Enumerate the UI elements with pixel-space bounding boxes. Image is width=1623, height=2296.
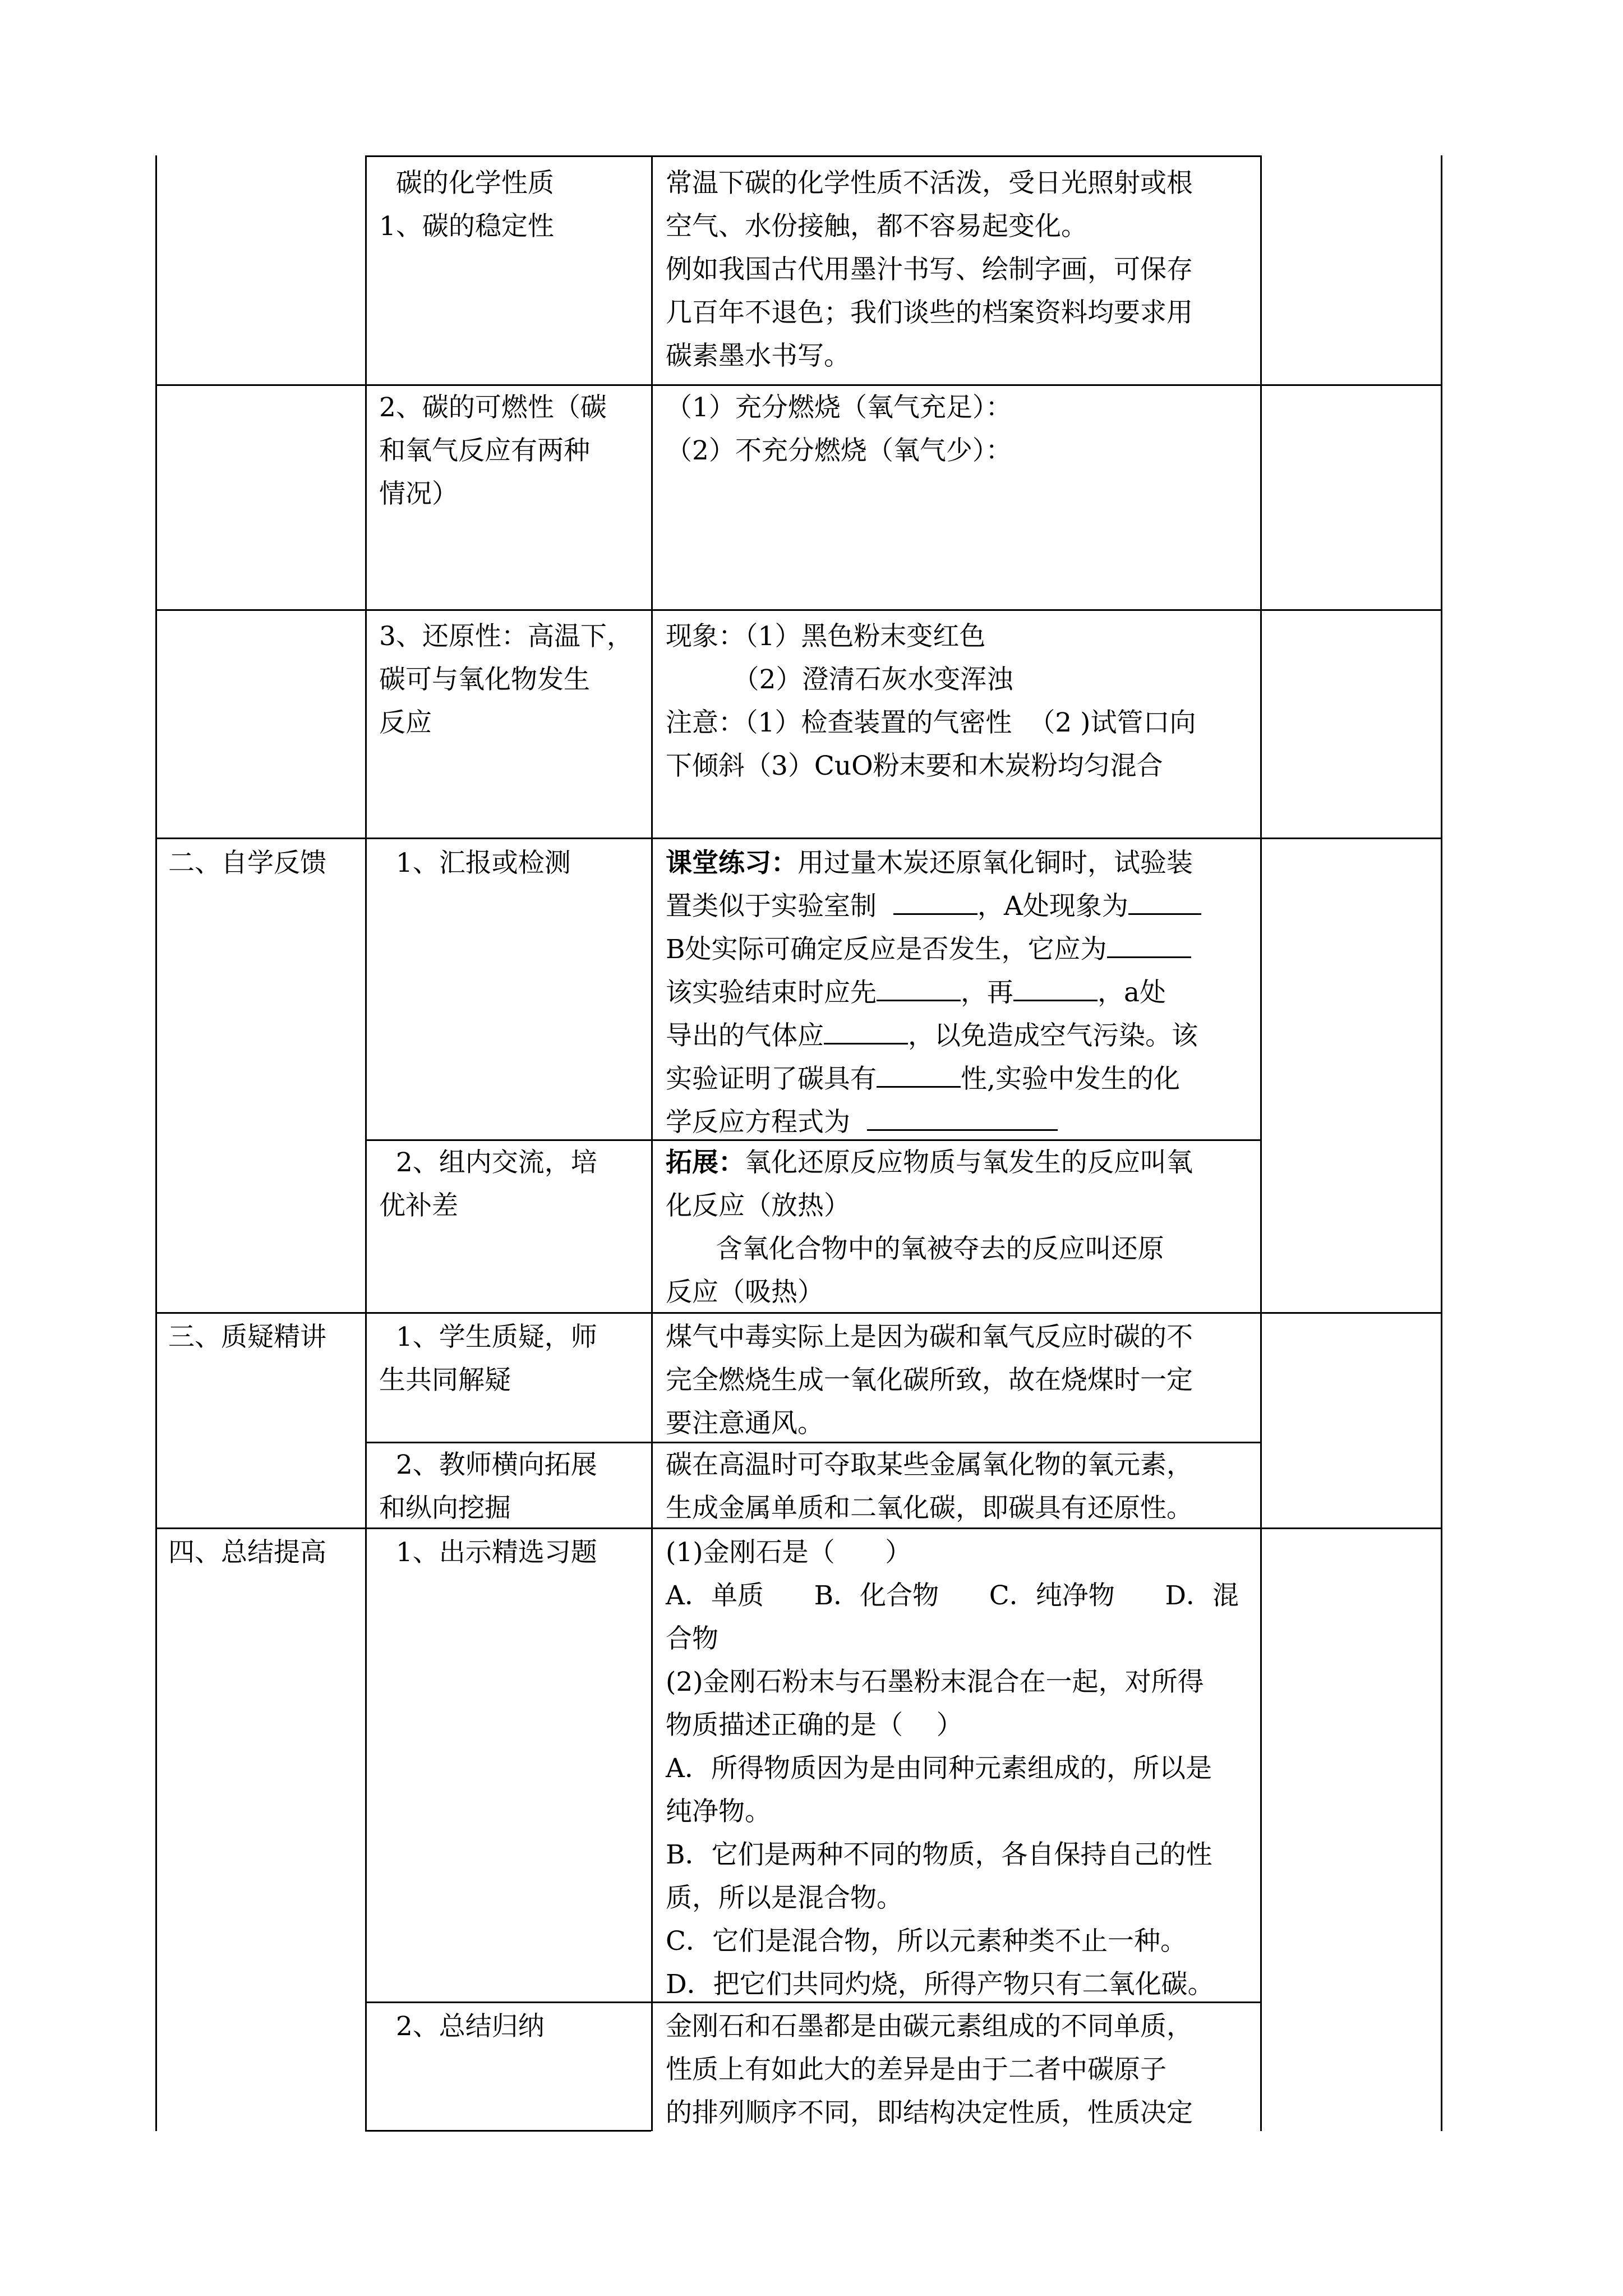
content-cell [666,162,1255,378]
cell-text-line: 碳可与氧化物发生 [379,664,590,695]
cell-text-line: 情况） [379,478,458,509]
question-line: 合物 [666,1623,718,1654]
section-title: 三、质疑精讲 [168,1322,326,1352]
step-cell [379,615,643,744]
question-line: (1)金刚石是（ ） [666,1537,912,1568]
question-line: A．单质 B．化合物 C．纯净物 D．混 [666,1580,1239,1611]
cell-text-line: 2、组内交流，培 [379,1147,597,1178]
cell-text-line: 生成金属单质和二氧化碳，即碳具有还原性。 [666,1493,1193,1524]
step-cell [379,841,637,885]
table-bottom-border [365,2130,651,2132]
cell-text-line: 和纵向挖掘 [379,1493,511,1524]
exercise-line: 置类似于实验室制 ，A处现象为 [666,885,1255,928]
content-cell [666,1315,1255,1445]
blank-line [1013,975,1098,1001]
content-cell [666,1443,1255,1530]
cell-text-line: 煤气中毒实际上是因为碳和氧气反应时碳的不 [666,1322,1193,1352]
table-border-right [1441,155,1442,2131]
row-divider [365,155,1260,157]
cell-text-line: 要注意通风。 [666,1408,824,1439]
question-line: B．它们是两种不同的物质，各自保持自己的性 [666,1839,1212,1870]
cell-text-line: 空气、水份接触，都不容易起变化。 [666,211,1087,242]
question-line: 纯净物。 [666,1796,771,1827]
question-line: (2)金刚石粉末与石墨粉末混合在一起，对所得 [666,1667,1204,1697]
section-title: 四、总结提高 [168,1537,326,1568]
cell-text-line: 2、教师横向拓展 [379,1450,597,1480]
step-cell [379,386,637,516]
cell-text-line: 碳在高温时可夺取某些金属氧化物的氧元素， [666,1450,1193,1480]
cell-text-line: 1、碳的稳定性 [379,211,554,242]
table-column-divider-1 [365,155,367,2131]
table-border-left [155,155,157,2131]
step-cell [379,1315,637,1402]
cell-text-line: 2、碳的可燃性（碳 [379,392,607,423]
cell-text-line: 优补差 [379,1190,458,1221]
cell-text-line: 反应（吸热） [666,1277,824,1308]
cell-text-line: 注意：（1）检查装置的气密性 （2 )试管口向 [666,707,1196,738]
step-cell [379,1141,637,1227]
cell-text-line: 生共同解疑 [379,1365,511,1396]
cell-text-line: 反应 [379,707,432,738]
question-line: A．所得物质因为是由同种元素组成的，所以是 [666,1753,1212,1784]
exercise-line: 学反应方程式为 [666,1101,1255,1144]
cell-text-line: 碳的化学性质 [379,168,554,199]
cell-text-line: 性质上有如此大的差异是由于二者中碳原子 [666,2054,1166,2085]
cell-text-line: 1、学生质疑，师 [379,1322,597,1352]
blank-line [877,1061,961,1088]
exercise-line: B处实际可确定反应是否发生，它应为 [666,928,1255,971]
cell-text-line: 含氧化合物中的氧被夺去的反应叫还原 [666,1234,1164,1264]
extension-line: 拓展：氧化还原反应物质与氧发生的反应叫氧 [666,1147,1193,1178]
section-cell [168,1531,359,1574]
exercise-label: 课堂练习： [666,848,797,878]
cell-text-line: （2）不充分燃烧（氧气少）： [666,435,1012,466]
blank-line [1107,932,1191,958]
cell-text-line: （2）澄清石灰水变浑浊 [666,664,1013,695]
content-cell [666,1531,1255,2006]
cell-text-line: 3、还原性：高温下， [379,621,633,652]
row-divider [155,838,1441,839]
cell-text-line: 化反应（放热） [666,1190,850,1221]
cell-text-line: 和氧气反应有两种 [379,435,590,466]
blank-line [877,975,961,1001]
section-cell [168,841,359,885]
exercise-line: 该实验结束时应先 ，再 ，a处 [666,971,1255,1014]
content-cell [666,841,1255,1144]
exercise-line: 导出的气体应 ，以免造成空气污染。该 [666,1014,1255,1057]
cell-text-line: 常温下碳的化学性质不活泼，受日光照射或根 [666,168,1193,199]
table-column-divider-3 [1260,155,1262,2131]
exercise-line: 实验证明了碳具有 性,实验中发生的化 [666,1057,1255,1101]
question-line: D．把它们共同灼烧，所得产物只有二氧化碳。 [666,1969,1214,2000]
cell-text-line: 现象：（1）黑色粉末变红色 [666,621,986,652]
question-line: 物质描述正确的是（ ） [666,1710,963,1741]
blank-line [893,889,978,915]
step-cell [379,1531,637,1574]
cell-text-line: 例如我国古代用墨汁书写、绘制字画，可保存 [666,254,1193,285]
exercise-line: 课堂练习：用过量木炭还原氧化铜时，试验装 [666,848,1193,878]
content-cell [666,1141,1255,1314]
cell-text-line: 几百年不退色；我们谈些的档案资料均要求用 [666,297,1193,328]
cell-text-line: 1、汇报或检测 [379,848,571,878]
section-cell [168,1315,359,1359]
question-line: 质，所以是混合物。 [666,1883,903,1913]
step-cell [379,162,637,248]
table-column-divider-2 [651,155,653,2131]
step-cell [379,2005,637,2048]
cell-text-line: 1、出示精选习题 [379,1537,597,1568]
section-title: 二、自学反馈 [168,848,326,878]
row-divider [155,609,1441,611]
step-cell [379,1443,637,1530]
content-cell [666,615,1255,788]
blank-line [824,1018,908,1045]
cell-text-line: 碳素墨水书写。 [666,341,850,371]
blank-line [867,1105,1058,1131]
cell-text-line: 的排列顺序不同，即结构决定性质，性质决定 [666,2097,1193,2128]
extension-label: 拓展： [666,1147,745,1178]
cell-text-line: 金刚石和石墨都是由碳元素组成的不同单质， [666,2011,1193,2042]
cell-text-line: （1）充分燃烧（氧气充足）： [666,392,1012,423]
content-cell [666,386,1255,472]
cell-text-line: 下倾斜（3）CuO粉末要和木炭粉均匀混合 [666,751,1163,781]
blank-line [1128,889,1201,915]
content-cell [666,2005,1255,2134]
cell-text-line: 完全燃烧生成一氧化碳所致，故在烧煤时一定 [666,1365,1193,1396]
cell-text-line: 2、总结归纳 [379,2011,545,2042]
question-line: C．它们是混合物，所以元素种类不止一种。 [666,1926,1187,1957]
